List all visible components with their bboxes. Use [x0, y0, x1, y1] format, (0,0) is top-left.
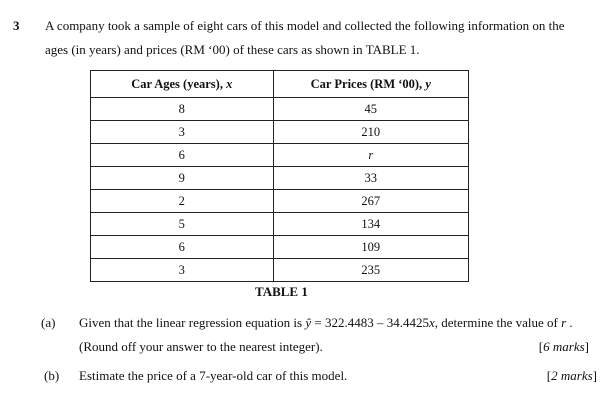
price-cell: 33	[273, 167, 468, 190]
header-car-prices-variable: y	[425, 76, 431, 91]
header-car-prices-text: Car Prices (RM ‘00),	[310, 76, 426, 91]
part-a-text-intro: Given that the linear regression equation is	[79, 315, 306, 330]
table-row	[91, 167, 469, 190]
part-b-marks-close: ]	[592, 368, 597, 383]
table-header-row	[91, 71, 469, 98]
table-caption: TABLE 1	[255, 284, 308, 299]
age-cell: 5	[91, 213, 274, 236]
part-b-marks	[547, 368, 597, 384]
age-cell: 8	[91, 98, 274, 121]
header-car-ages-text: Car Ages (years),	[131, 76, 227, 91]
part-a-text-mid: , determine the value of	[434, 315, 562, 330]
car-data-table	[90, 70, 469, 282]
part-a-marks	[539, 339, 589, 355]
part-b-label: (b)	[44, 368, 60, 383]
table-row	[91, 259, 469, 282]
price-cell-unknown-r: r	[273, 144, 468, 167]
part-a-line-2: (Round off your answer to the nearest integer).	[79, 339, 323, 354]
question-stem-line-1: A company took a sample of eight cars of this model and collected the following information on the	[45, 18, 565, 33]
question-stem-line-2: ages (in years) and prices (RM ‘00) of these cars as shown in TABLE 1.	[45, 42, 420, 57]
part-a-marks-open: [	[538, 339, 544, 354]
table-row	[91, 121, 469, 144]
table-row	[91, 236, 469, 259]
price-cell: 267	[273, 190, 468, 213]
age-cell: 9	[91, 167, 274, 190]
header-car-ages	[91, 71, 274, 98]
part-a-label: (a)	[41, 315, 56, 330]
part-a-line-1	[79, 315, 573, 331]
part-a-marks-text: 6 marks	[543, 339, 585, 354]
part-a-yhat: ŷ	[305, 315, 312, 330]
part-b-marks-open: [	[546, 368, 552, 383]
price-cell: 45	[273, 98, 468, 121]
age-cell: 3	[91, 259, 274, 282]
part-a-variable-x: x	[428, 315, 435, 330]
header-car-ages-variable: x	[226, 76, 233, 91]
question-number: 3	[13, 18, 20, 33]
table-row	[91, 213, 469, 236]
part-b-marks-text: 2 marks	[551, 368, 593, 383]
part-b-text: Estimate the price of a 7-year-old car of this model.	[79, 368, 348, 383]
price-cell: 210	[273, 121, 468, 144]
age-cell: 2	[91, 190, 274, 213]
part-a-variable-r: r	[561, 315, 567, 330]
table-row	[91, 98, 469, 121]
part-a-equation: = 322.4483 – 34.4425	[311, 315, 429, 330]
price-cell: 134	[273, 213, 468, 236]
price-cell: 235	[273, 259, 468, 282]
age-cell: 3	[91, 121, 274, 144]
header-car-prices	[273, 71, 468, 98]
age-cell: 6	[91, 236, 274, 259]
table-row	[91, 190, 469, 213]
part-a-marks-close: ]	[584, 339, 589, 354]
age-cell: 6	[91, 144, 274, 167]
price-cell: 109	[273, 236, 468, 259]
part-a-text-end: .	[566, 315, 573, 330]
table-row	[91, 144, 469, 167]
